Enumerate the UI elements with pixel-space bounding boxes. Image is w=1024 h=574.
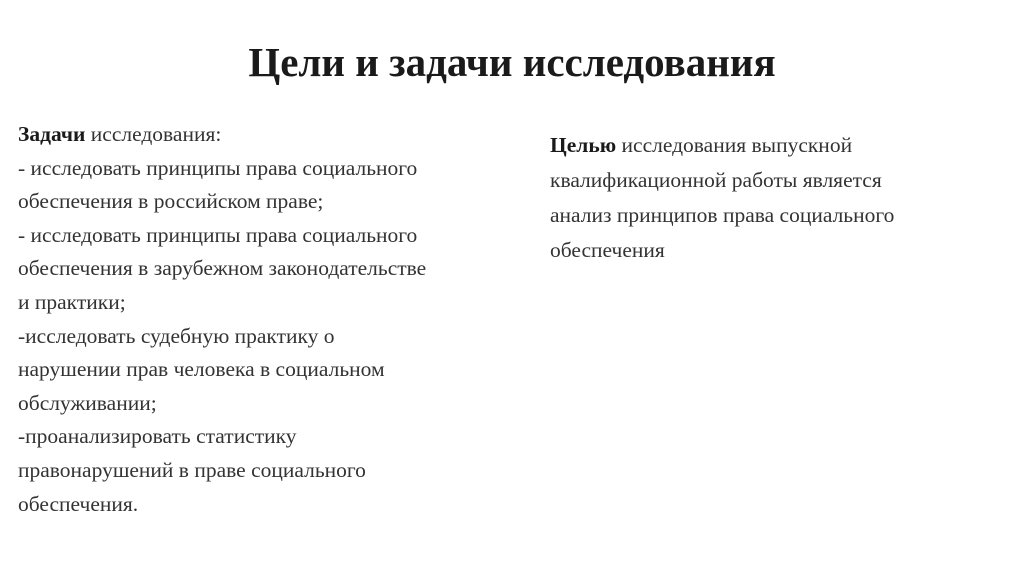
tasks-line: и практики;: [18, 289, 126, 314]
goal-heading: [550, 128, 990, 163]
goal-heading-bold: Целью: [550, 133, 617, 157]
tasks-line: - исследовать принципы права социального: [18, 155, 418, 180]
tasks-line: обеспечения в зарубежном законодательстве: [18, 256, 427, 281]
tasks-line: правонарушений в праве социального: [18, 457, 366, 482]
tasks-line: -проанализировать статистику: [18, 424, 297, 449]
tasks-line: - исследовать принципы права социального: [18, 222, 418, 247]
tasks-heading: [18, 118, 518, 152]
goal-line: обеспечения: [550, 238, 665, 262]
tasks-line: обеспечения в российском праве;: [18, 189, 324, 214]
slide-title: Цели и задачи исследования: [248, 39, 776, 85]
tasks-line: -исследовать судебную практику о: [18, 323, 335, 348]
goal-line: квалификационной работы является: [550, 168, 882, 192]
goal-line: анализ принципов права социального: [550, 203, 895, 227]
goal-heading-rest: исследования выпускной: [616, 133, 853, 157]
tasks-heading-bold: Задачи: [18, 122, 86, 146]
tasks-heading-rest: исследования:: [85, 122, 222, 146]
tasks-line: обеспечения.: [18, 491, 139, 516]
tasks-line: обслуживании;: [18, 390, 157, 415]
goal-block: [550, 128, 990, 268]
tasks-block: [18, 118, 518, 521]
tasks-line: нарушении прав человека в социальном: [18, 357, 385, 382]
